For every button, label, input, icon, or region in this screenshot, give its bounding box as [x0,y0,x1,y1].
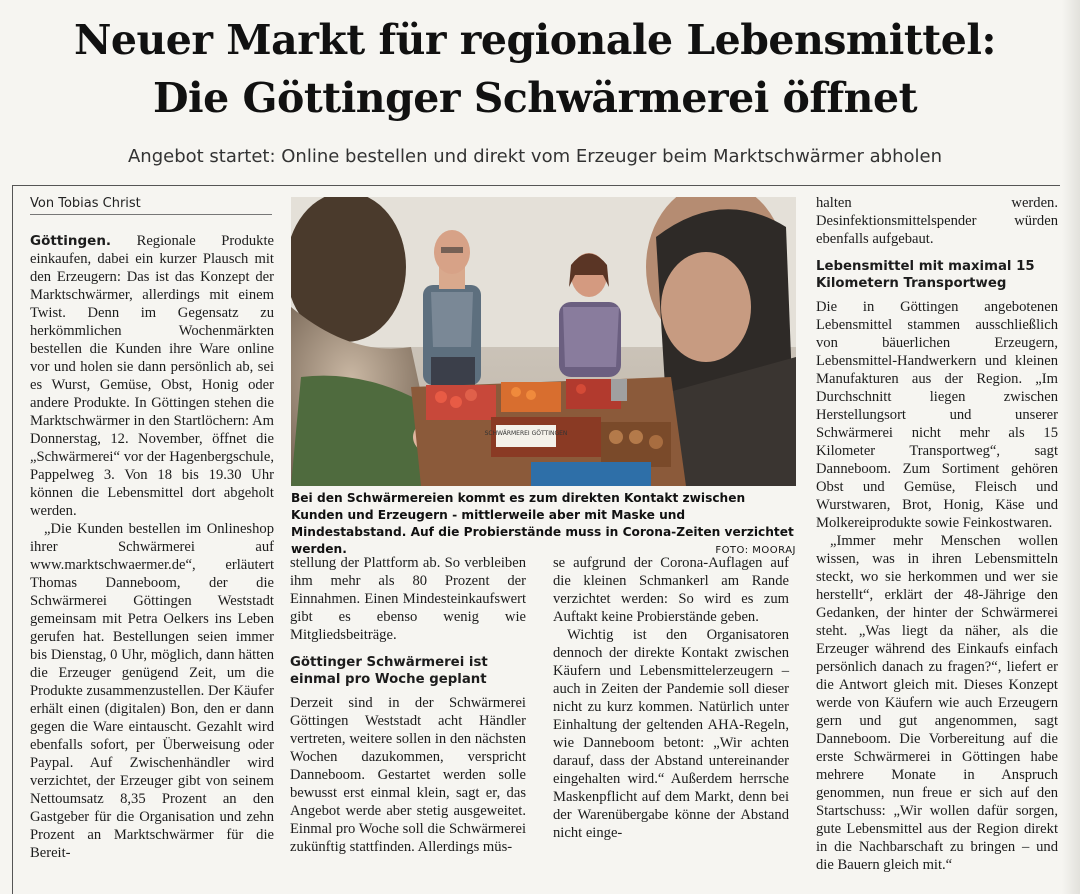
paragraph: halten werden. Desinfektionsmittelspender würden ebenfalls aufgebaut. [816,195,1058,247]
caption-text: Bei den Schwärmereien kommt es zum direkten Kontakt zwischen Kunden und Erzeugern - mittlerweile aber mit Maske und Mindestabstand. Auf die Probierstände muss in Corona-Zeiten verzichtet werden. [291,491,794,556]
paragraph: „Die Kunden bestellen im Onlineshop ihrer Schwärmerei auf www.marktschwaermer.de“, erläutert Thomas Danneboom, der die Schwärmerei Göttingen Weststadt gemeinsam mit Petra Oelkers ins Leben gerufen hat. Bestellungen seien immer bis Dienstag, 0 Uhr, möglich, dann hätten die Erzeuger genügend Zeit, um die Produkte zusammenzustellen. Der Käufer erhält einen (digitalen) Bon, den er dann gegen die Ware eintauscht. Gezahlt wird ebenfalls sofort, per Überweisung oder Paypal. Auf Zwischenhändler wird verzichtet, der Erzeuger gibt von seinem Nettoumsatz 8,35 Prozent an den Gastgeber für die Organisation und zehn Prozent an Marktschwärmer für die Bereit- [30,521,274,861]
paragraph [30,232,274,520]
paragraph-text: Regionale Produkte einkaufen, dabei ein kurzer Plausch mit den Erzeugern: Das ist das Konzept der Marktschwärmer, allerdings mit einem Twist. Denn im Gegensatz zu herkömmlichen Wochenmärkten bestellen die Kunden ihre Ware online vor und holen sie dann persönlich ab, sei es Wurst, Gemüse, Obst, Honig oder andere Produkte. In Göttingen stehen die Marktschwärmer in den Startlöchern: Am Donnerstag, 12. November, öffnet die „Schwärmerei“ vor der Hagenbergschule, Pappelweg 3. Von 18 bis 19.30 Uhr können die Lebensmittel dort abgeholt werden. [30,233,274,519]
paragraph: Wichtig ist den Organisatoren dennoch der direkte Kontakt zwischen Käufern und Lebensmittelerzeugern – auch in Zeiten der Pandemie soll dieser nicht zu kurz kommen. Natürlich unter Einhaltung der geltenden AHA-Regeln, wie Danneboom betont: „Wir achten darauf, dass der Abstand untereinander eingehalten wird.“ Außerdem herrsche Maskenpflicht auf dem Markt, denn bei der Warenübergabe könne der Abstand nicht einge- [553,627,789,841]
dateline: Göttingen. [30,233,112,249]
paragraph: Die in Göttingen angebotenen Lebensmittel stammen ausschließlich von bäuerlichen Erzeugern, Lebensmittel-Handwerkern und kleinen Manufakturen aus der Region. „Im Durchschnitt liegen zwischen Herstellungsort und unserer Schwärmerei nicht mehr als 15 Kilometer Transportweg“, sagt Danneboom. Zum Sortiment gehören Obst und Gemüse, Fleisch und Wurstwaren, Brot, Honig, Käse und Molkereiprodukte sowie Feinkostwaren. [816,299,1058,531]
article-column-2 [290,554,526,874]
paragraph: Derzeit sind in der Schwärmerei Göttingen Weststadt acht Händler vertreten, weitere sollen in den nächsten Wochen dazukommen, verspricht Danneboom. Gestartet werden solle bewusst erst einmal klein, sagt er, das Angebot werde aber stetig ausgeweitet. Einmal pro Woche soll die Schwärmerei zukünftig stattfinden. Allerdings müs- [290,695,526,855]
article-photo [291,197,796,486]
article-column-3 [553,554,789,874]
byline: Von Tobias Christ [30,196,272,215]
section-heading: Lebensmittel mit maximal 15 Kilometern Transportweg [816,259,1035,291]
subheadline: Angebot startet: Online bestellen und direkt vom Erzeuger beim Marktschwärmer abholen [127,146,942,167]
headline-line-1: Neuer Markt für regionale Lebensmittel: [73,16,997,64]
photo-credit: FOTO: MOORAJ [715,545,796,556]
left-column-rule [12,185,13,894]
paragraph: se aufgrund der Corona-Auflagen auf die kleinen Schmankerl am Rande verzichtet werden: So wird es zum Auftakt keine Probierstände geben. [553,555,789,625]
photo-caption [291,490,796,559]
article-column-4 [816,194,1058,884]
headline-line-2: Die Göttinger Schwärmerei öffnet [152,74,918,122]
page-edge-shadow [1062,0,1080,894]
section-heading: Göttinger Schwärmerei ist einmal pro Woche geplant [290,655,488,687]
market-sign-text: SCHWÄRMEREI GÖTTINGEN [484,430,568,437]
header-divider [12,185,1060,186]
paragraph: stellung der Plattform ab. So verbleiben ihm mehr als 80 Prozent der Einnahmen. Einen Mindesteinkaufswert gibt es ebenso wenig wie Mitgliedsbeiträge. [290,555,526,643]
article-column-1 [30,232,274,868]
produce-table [411,377,686,486]
paragraph: „Immer mehr Menschen wollen wissen, was in ihren Lebensmitteln steckt, wo sie herkommen und wer sie herstellt“, erklärt der 48-Jährige den Gedanken, der hinter der Schwärmerei steht. „Was liegt da näher, als die Erzeuger während des Einkaufs einfach persönlich danach zu fragen?“, liefert er die Antwort gleich mit. Dieses Konzept werde von Käufern wie auch Erzeugern gern und gut angenommen, sagt Danneboom. Die Vorbereitung auf die erste Schwärmerei in Göttingen habe mehrere Monate in Anspruch genommen, nun freue er sich auf den Startschuss: „Wir wollen dafür sorgen, gute Lebensmittel aus der Region direkt in die Nachbarschaft zu bringen – und die Bauern gleich mit.“ [816,533,1058,873]
market-scene-image [291,197,796,486]
